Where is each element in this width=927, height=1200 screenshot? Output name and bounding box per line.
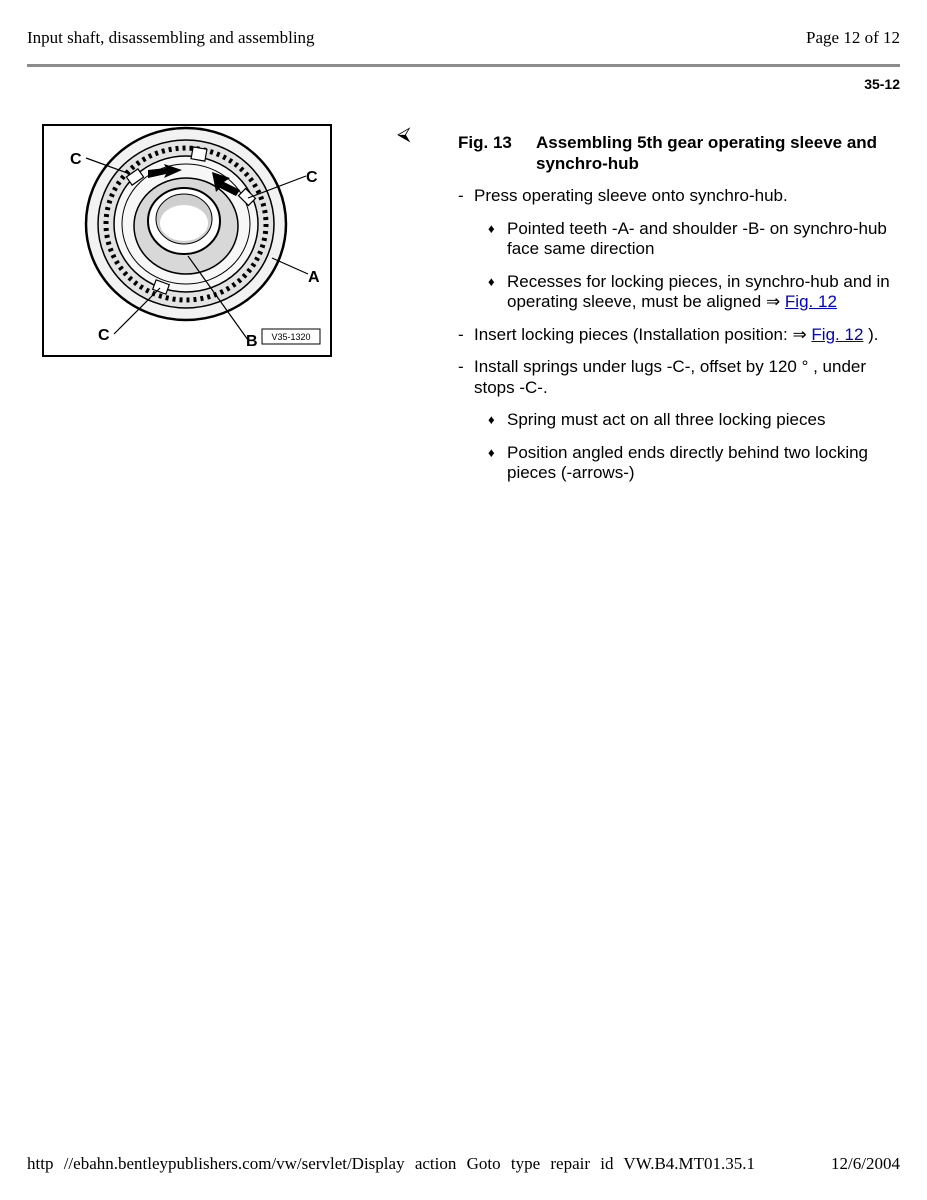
bullet-item bbox=[488, 443, 898, 484]
label-c-right: C bbox=[306, 169, 318, 186]
step-item bbox=[458, 357, 898, 398]
step-text: Insert locking pieces (Installation position: ⇒ Fig. 12 ). bbox=[474, 324, 879, 344]
step-text: Install springs under lugs -C-, offset by 120 ° , under stops -C-. bbox=[474, 357, 867, 397]
bullet-item bbox=[488, 272, 898, 313]
header-divider bbox=[27, 64, 900, 67]
label-c-bottom-left: C bbox=[98, 327, 110, 344]
footer-url: http //ebahn.bentleypublishers.com/vw/servlet/Display action Goto type repair id VW.B4.MT01.35.1 bbox=[27, 1154, 756, 1173]
page-header-title: Input shaft, disassembling and assembling bbox=[27, 28, 315, 47]
page-counter: Page 12 of 12 bbox=[806, 28, 900, 47]
bullet-text: Recesses for locking pieces, in synchro-hub and in operating sleeve, must be aligned ⇒ Fig. 12 bbox=[507, 271, 890, 311]
bullet-item bbox=[488, 219, 898, 260]
diamond-bullet-icon: ♦ bbox=[488, 220, 495, 236]
label-a: A bbox=[308, 269, 320, 286]
figure-number: Fig. 13 bbox=[458, 133, 512, 152]
fig-12-link[interactable]: Fig. 12 bbox=[811, 324, 864, 344]
bullet-item bbox=[488, 410, 898, 431]
bullet-text: Position angled ends directly behind two locking pieces (-arrows-) bbox=[507, 442, 869, 482]
step-dash: - bbox=[458, 357, 464, 376]
bullet-list bbox=[488, 219, 898, 313]
step-text: Press operating sleeve onto synchro-hub. bbox=[474, 186, 788, 205]
step-dash: - bbox=[458, 186, 464, 205]
label-b: B bbox=[246, 333, 258, 350]
diamond-bullet-icon: ♦ bbox=[488, 444, 495, 460]
figure-title: Assembling 5th gear operating sleeve and synchro-hub bbox=[536, 133, 878, 173]
instructions bbox=[458, 133, 898, 496]
bullet-list bbox=[488, 410, 898, 484]
label-c-top-left: C bbox=[70, 151, 82, 168]
section-number: 35-12 bbox=[864, 76, 900, 92]
diamond-bullet-icon: ♦ bbox=[488, 412, 495, 427]
figure-code: V35-1320 bbox=[271, 332, 311, 342]
bullet-text: Spring must act on all three locking pieces bbox=[507, 410, 826, 429]
back-arrow-icon[interactable]: ⮘ bbox=[397, 124, 411, 145]
figure-heading bbox=[458, 133, 898, 174]
step-dash: - bbox=[458, 324, 464, 344]
step-item bbox=[458, 186, 898, 207]
fig-12-link[interactable]: Fig. 12 bbox=[784, 292, 837, 311]
step-item bbox=[458, 325, 898, 346]
diamond-bullet-icon: ♦ bbox=[488, 273, 495, 289]
synchro-hub-drawing bbox=[44, 126, 330, 355]
figure-illustration bbox=[42, 124, 332, 357]
bullet-text: Pointed teeth -A- and shoulder -B- on synchro-hub face same direction bbox=[507, 218, 887, 258]
footer-date: 12/6/2004 bbox=[831, 1154, 900, 1173]
